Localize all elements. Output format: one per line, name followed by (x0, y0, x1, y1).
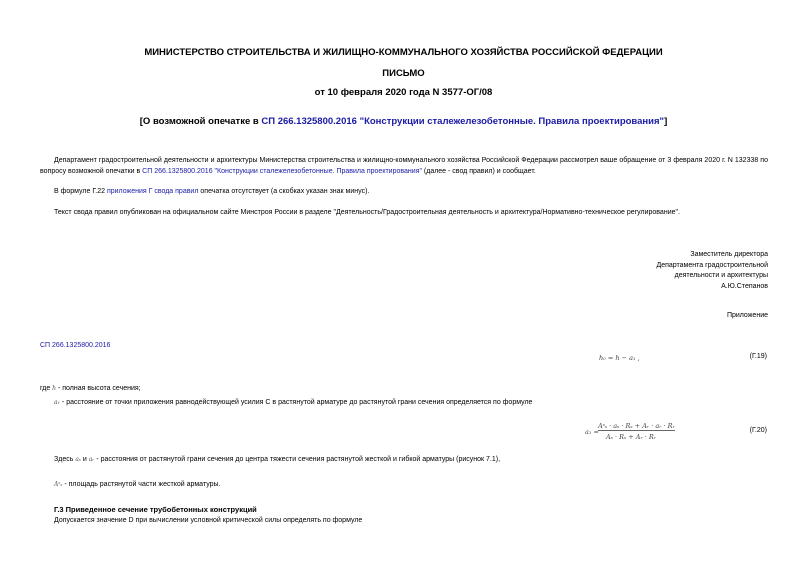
paragraph-1-text-b: (далее - свод правил) и сообщает. (421, 167, 536, 175)
appendix-g-link[interactable]: приложения Г свода правил (106, 188, 199, 195)
signature-position-2: Департамента градостроительной (656, 261, 768, 269)
appendix-sp-link[interactable]: СП 266.1325800.2016 (40, 342, 111, 349)
where-prefix: где (40, 385, 53, 392)
signature-position-1: Заместитель директора (690, 251, 768, 258)
document-title (0, 116, 807, 127)
section-g3-text: Допускается значение D при вычислении условной критической силы определять по формуле (54, 517, 363, 524)
where-h-line (40, 385, 141, 392)
formula-g20-denominator: Aₛ · Rₛ + Aᵣ · Rᵣ (606, 433, 657, 441)
section-g3-title: Г.3 Приведенное сечение трубобетонных конструкций (54, 505, 257, 514)
symbol-ar: aᵣ (88, 456, 95, 463)
appendix-label: Приложение (726, 312, 768, 319)
here-text: - расстояния от растянутой грани сечения до центра тяжести сечения растянутой жесткой и гибкой арматуры (рисунок 7.1), (94, 456, 501, 463)
paragraph-3: Текст свода правил опубликован на официальном сайте Минстроя России в разделе "Деятельность/Градостроительная деятельность и архитектура/Нормативно-техническое регулирование". (54, 209, 680, 216)
document-date-number: от 10 февраля 2020 года N 3577-ОГ/08 (314, 87, 493, 98)
title-suffix: ] (664, 116, 668, 127)
ministry-heading: МИНИСТЕРСТВО СТРОИТЕЛЬСТВА И ЖИЛИЩНО-КОММУНАЛЬНОГО ХОЗЯЙСТВА РОССИЙСКОЙ ФЕДЕРАЦИИ (144, 47, 663, 58)
area-line (54, 481, 221, 488)
where-a1-line (54, 399, 532, 406)
paragraph-1-text-a: Департамент градостроительной деятельности и архитектуры Министерства строительства и жилищно-коммунального хозяйства Российской Федерации рассмотрел ваше обращение от 3 февраля 2020 г. N 132338 по вопросу возможной опечатки в (40, 157, 768, 175)
equation-number-g19: (Г.19) (749, 353, 767, 360)
paragraph-2-text-a: В формуле Г.22 (54, 188, 107, 195)
signature-block (656, 250, 768, 292)
signature-name: А.Ю.Степанов (721, 282, 768, 290)
title-sp-link[interactable]: СП 266.1325800.2016 "Конструкции сталежелезобетонные. Правила проектирования" (261, 116, 665, 127)
equation-number-g20: (Г.20) (749, 427, 767, 434)
symbol-h: h (52, 385, 57, 392)
formula-g20-lhs: a₁ = (585, 428, 599, 436)
paragraph-1 (40, 156, 768, 177)
title-prefix: [О возможной опечатке в (139, 116, 262, 127)
formula-g20-numerator: Aˢₛ · aₛ · Rₛ + Aᵣ · aᵣ · Rᵣ (598, 422, 675, 430)
here-prefix: Здесь (54, 456, 76, 463)
paragraph-2-text-b: опечатка отсутствует (а скобках указан знак минус). (198, 188, 370, 195)
symbol-a1: a₁ (54, 399, 60, 406)
area-text: - площадь растянутой части жесткой арматуры. (62, 481, 221, 488)
paragraph-2 (54, 187, 369, 198)
paragraph-1-sp-link[interactable]: СП 266.1325800.2016 "Конструкции сталежелезобетонные. Правила проектирования" (142, 167, 422, 175)
where-a1-text: - расстояние от точки приложения равнодействующей усилия С в растянутой арматуре до растянутой грани сечения определяется по формуле (59, 399, 533, 406)
here-and: и (80, 456, 89, 463)
where-h-text: - полная высота сечения; (56, 385, 141, 392)
here-line (54, 456, 500, 463)
document-type: ПИСЬМО (382, 68, 425, 79)
formula-g19: h₀ = h − a₁ , (599, 354, 640, 362)
symbol-as: aₛ (75, 456, 81, 463)
signature-position-3: деятельности и архитектуры (674, 272, 768, 280)
symbol-As: Aˢₛ (54, 481, 63, 488)
